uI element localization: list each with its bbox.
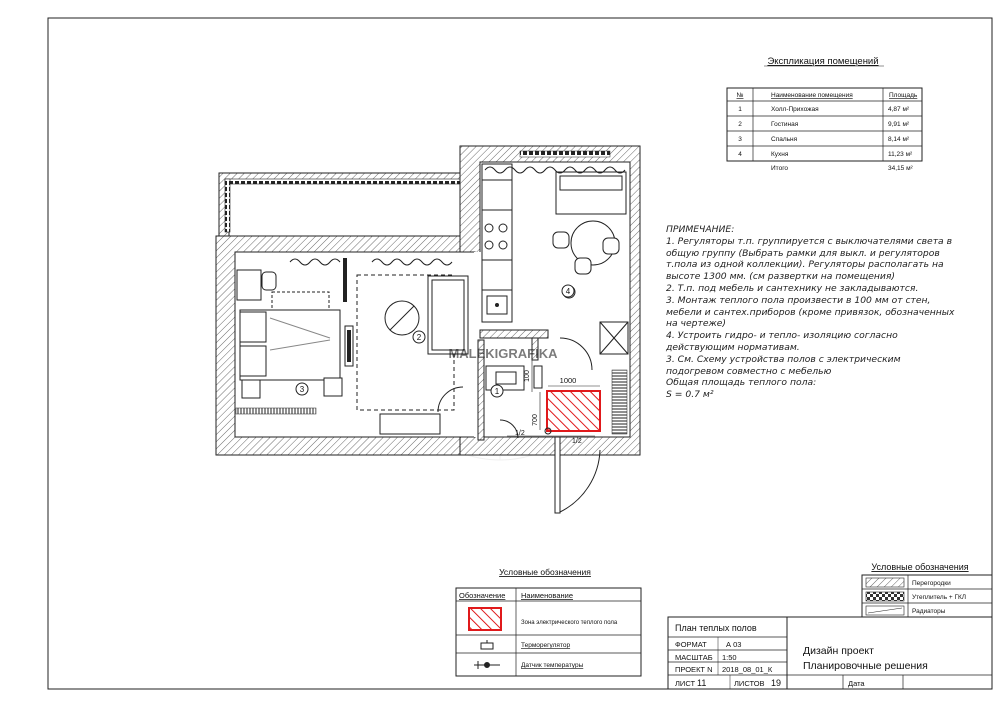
sheet-label: ЛИСТ bbox=[675, 679, 696, 688]
col-name-header: Наименование помещения bbox=[771, 92, 853, 99]
note-line: S = 0.7 м² bbox=[666, 389, 714, 401]
scale-label: МАСШТАБ bbox=[675, 653, 713, 662]
format-value: А 03 bbox=[726, 640, 742, 649]
dim-ratio-left: 1/2 bbox=[515, 430, 525, 437]
legend-col-symbol: Обозначение bbox=[459, 591, 506, 600]
insulation-hatch-icon bbox=[866, 592, 904, 601]
legend-radiator-label: Радиаторы bbox=[912, 608, 946, 615]
dim-ratio-right: 1/2 bbox=[572, 438, 582, 445]
legend-heated-label: Зона электрического теплого пола bbox=[521, 620, 618, 626]
col-area-header: Площадь bbox=[889, 92, 918, 99]
legend-col-name: Наименование bbox=[521, 591, 573, 600]
explication-table bbox=[727, 56, 922, 172]
radiator-bedroom bbox=[236, 408, 316, 414]
row-area: 11,23 м² bbox=[888, 151, 913, 158]
row-num: 3 bbox=[738, 136, 742, 143]
partition-hall bbox=[480, 330, 548, 338]
row-num: 1 bbox=[738, 106, 742, 113]
row-name: Гостиная bbox=[771, 121, 799, 128]
heated-floor-zone-icon bbox=[469, 608, 501, 630]
note-line: подогревом совместно с мебелью bbox=[666, 365, 832, 377]
legend-right bbox=[862, 562, 992, 617]
note-line: мебели и сантех.приборов (кроме привязок, обозначенных bbox=[666, 306, 955, 318]
row-area: 9,91 м² bbox=[888, 121, 910, 128]
dim-700: 700 bbox=[532, 414, 539, 426]
date-label: Дата bbox=[848, 679, 865, 688]
sheets-value: 19 bbox=[771, 678, 782, 688]
room-4-label: 4 bbox=[565, 287, 571, 296]
note-line: т.пола из одной коллекции). Регуляторы располагать на bbox=[666, 259, 944, 271]
note-line: 3. См. Схему устройства полов с электрическим bbox=[666, 353, 901, 365]
note-line: 4. Устроить гидро- и тепло- изоляцию согласно bbox=[666, 330, 898, 342]
company-name: Дизайн проект bbox=[803, 645, 874, 657]
room-3-label: 3 bbox=[299, 385, 305, 394]
legend-bottom bbox=[456, 567, 641, 676]
notes-block bbox=[666, 224, 966, 401]
note-line: ПРИМЕЧАНИЕ: bbox=[666, 224, 735, 235]
dim-1000: 1000 bbox=[559, 376, 577, 385]
sheet-title: План теплых полов bbox=[675, 623, 757, 633]
note-line: действующим нормативам. bbox=[666, 341, 800, 353]
format-label: ФОРМАТ bbox=[675, 640, 707, 649]
note-line: высоте 1300 мм. (см развертки на помещения) bbox=[666, 271, 895, 283]
row-num: 4 bbox=[738, 151, 742, 158]
note-line: общую группу (Выбрать рамки для выкл. и регуляторов bbox=[666, 247, 940, 259]
total-label: Итого bbox=[771, 165, 789, 172]
radiator-hall bbox=[612, 370, 627, 434]
heated-floor-zone bbox=[547, 391, 600, 431]
note-line: 3. Монтаж теплого пола произвести в 100 мм от стен, bbox=[666, 294, 931, 306]
row-name: Кухня bbox=[771, 151, 789, 158]
explication-title: Экспликация помещений bbox=[767, 56, 879, 67]
radiator-kitchen bbox=[520, 151, 610, 157]
total-area: 34,15 м² bbox=[888, 165, 913, 172]
legend-thermostat-label: Терморегулятор bbox=[521, 642, 571, 649]
room-2-label: 2 bbox=[416, 333, 422, 342]
project-value: 2018_08_01_К bbox=[722, 665, 773, 674]
legend-sensor-label: Датчик температуры bbox=[521, 662, 584, 669]
dim-100: 100 bbox=[524, 370, 531, 382]
note-line: 1. Регуляторы т.п. группируется с выключателями света в bbox=[666, 235, 953, 247]
scale-value: 1:50 bbox=[722, 653, 737, 662]
sheet-value: 11 bbox=[697, 678, 707, 688]
row-name: Спальня bbox=[771, 136, 798, 143]
sheets-label: ЛИСТОВ bbox=[734, 679, 765, 688]
note-line: на чертеже) bbox=[666, 318, 726, 330]
note-line: 2. Т.п. под мебель и сантехнику не закладываются. bbox=[666, 282, 919, 294]
row-num: 2 bbox=[738, 121, 742, 128]
bedroom-desk bbox=[237, 270, 261, 300]
room-1-label: 1 bbox=[494, 387, 500, 396]
col-num-header: № bbox=[736, 92, 744, 99]
row-area: 8,14 м² bbox=[888, 136, 910, 143]
sheet-subtitle: Планировочные решения bbox=[803, 660, 928, 672]
legend-bottom-title: Условные обозначения bbox=[499, 567, 591, 577]
legend-right-title: Условные обозначения bbox=[871, 562, 969, 572]
legend-insulation-label: Утеплитель + ГКЛ bbox=[912, 594, 967, 601]
title-block bbox=[668, 617, 992, 689]
row-area: 4,87 м² bbox=[888, 106, 910, 113]
project-label: ПРОЕКТ N bbox=[675, 665, 713, 674]
watermark-text: MALEKIGRAFIKA bbox=[448, 346, 558, 361]
tv-unit bbox=[380, 414, 440, 434]
partition-hatch-icon bbox=[866, 578, 904, 587]
legend-partition-label: Перегородки bbox=[912, 580, 951, 587]
floor-plan bbox=[216, 146, 640, 513]
row-name: Холл-Прихожая bbox=[771, 106, 819, 113]
note-line: Общая площадь теплого пола: bbox=[666, 377, 817, 389]
